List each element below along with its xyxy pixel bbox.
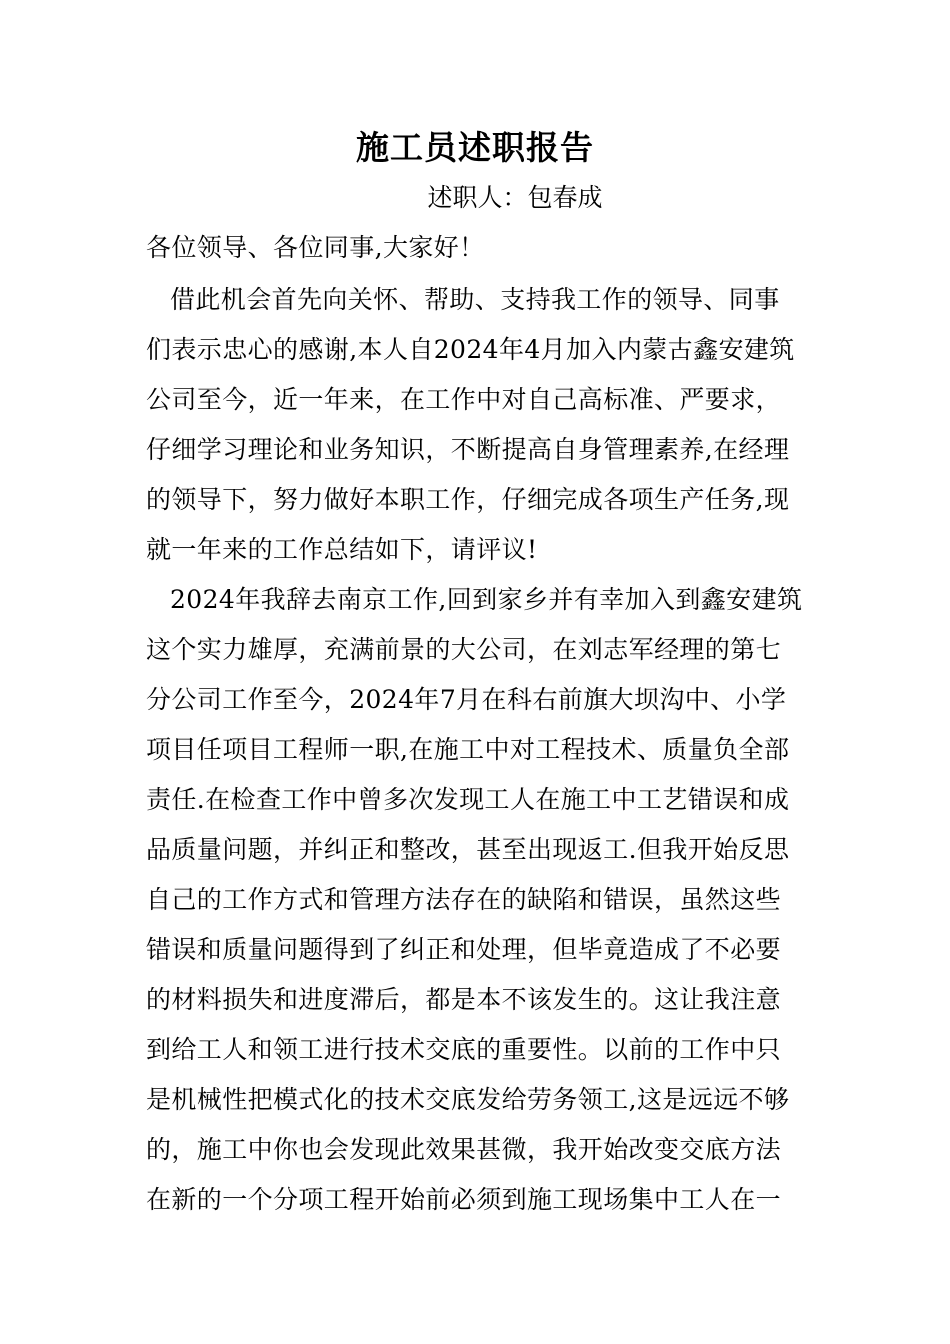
body-line: 是机械性把模式化的技术交底发给劳务领工,这是远远不够 (146, 1085, 790, 1114)
body-line: 借此机会首先向关怀、帮助、支持我工作的领导、同事 (170, 285, 780, 314)
body-line: 错误和质量问题得到了纠正和处理，但毕竟造成了不必要 (146, 935, 782, 964)
body-line: 就一年来的工作总结如下，请评议! (146, 535, 538, 564)
body-line: 仔细学习理论和业务知识，不断提高自身管理素养,在经理 (146, 435, 790, 464)
body-line: 2024年我辞去南京工作,回到家乡并有幸加入到鑫安建筑 (170, 585, 803, 614)
body-line: 的，施工中你也会发现此效果甚微，我开始改变交底方法 (146, 1135, 782, 1164)
body-line: 的领导下，努力做好本职工作，仔细完成各项生产任务,现 (146, 485, 790, 514)
body-line: 项目任项目工程师一职,在施工中对工程技术、质量负全部 (146, 735, 790, 764)
body-line: 分公司工作至今，2024年7月在科右前旗大坝沟中、小学 (146, 685, 787, 714)
author-line: 述职人：包春成 (427, 183, 603, 212)
document-title: 施工员述职报告 (356, 128, 594, 167)
body-line: 责任.在检查工作中曾多次发现工人在施工中工艺错误和成 (146, 785, 790, 814)
body-line: 的材料损失和进度滞后，都是本不该发生的。这让我注意 (146, 985, 782, 1014)
body-line: 们表示忠心的感谢,本人自2024年4月加入内蒙古鑫安建筑 (146, 335, 795, 364)
body-line: 这个实力雄厚，充满前景的大公司，在刘志军经理的第七 (146, 635, 782, 664)
salutation-line: 各位领导、各位同事,大家好！ (146, 233, 485, 262)
body-line: 品质量问题，并纠正和整改，甚至出现返工.但我开始反思 (146, 835, 790, 864)
body-line: 公司至今，近一年来，在工作中对自己高标准、严要求， (146, 385, 782, 414)
body-line: 到给工人和领工进行技术交底的重要性。以前的工作中只 (146, 1035, 782, 1064)
body-line: 自己的工作方式和管理方法存在的缺陷和错误，虽然这些 (146, 885, 782, 914)
body-line: 在新的一个分项工程开始前必须到施工现场集中工人在一 (146, 1185, 782, 1214)
